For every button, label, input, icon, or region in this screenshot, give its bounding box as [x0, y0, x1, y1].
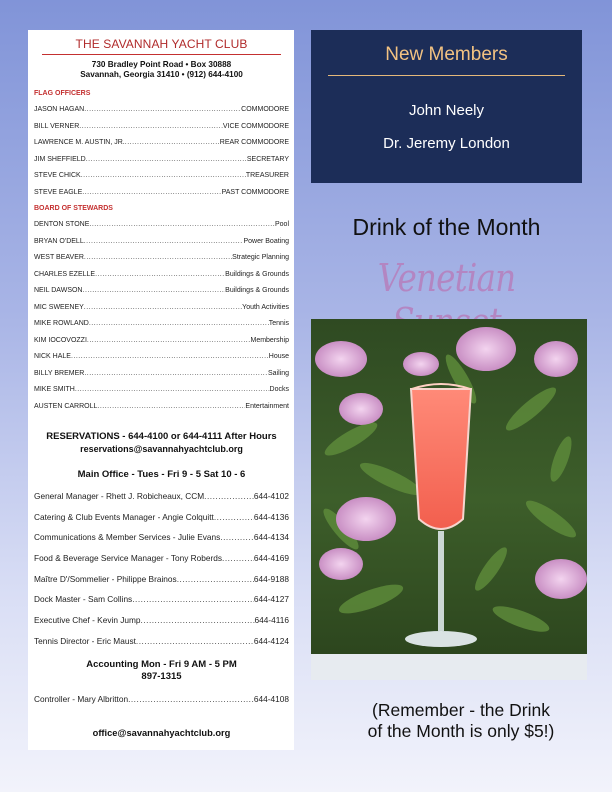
officer-name: LAWRENCE M. AUSTIN, JR. [34, 139, 125, 146]
steward-name: KIM IOCOVOZZI [34, 336, 87, 344]
staff-name: General Manager - Rhett J. Robicheaux, CCM [34, 491, 205, 501]
staff-phone: 644-4169 [253, 553, 289, 564]
steward-role: Entertainment [245, 402, 289, 410]
drink-name: Venetian [377, 256, 516, 300]
steward-role: Buildings & Grounds [225, 270, 289, 278]
steward-role: Power Boating [243, 237, 289, 245]
staff-name: Food & Beverage Service Manager - Tony Roberds [34, 553, 223, 564]
steward-role: Strategic Planning [232, 254, 289, 261]
officer-role: PAST COMMODORE [221, 188, 289, 196]
office-email: office@savannahyachtclub.org [92, 728, 231, 739]
club-address-line2: Savannah, Georgia 31410 • (912) 644-4100 [80, 70, 243, 79]
steward-row [34, 300, 289, 317]
steward-name: AUSTEN CARROLL [34, 402, 98, 410]
staff-row [34, 631, 289, 652]
drink-of-month-heading: Drink of the Month [352, 214, 541, 240]
steward-row [34, 366, 289, 383]
steward-row [34, 316, 289, 333]
steward-role: Sailing [267, 369, 289, 377]
officer-row [34, 119, 289, 136]
steward-name: WEST BEAVER [34, 254, 84, 261]
officer-role: SECRETARY [246, 155, 289, 163]
steward-row [34, 349, 289, 366]
stewards-list [34, 217, 289, 415]
club-address-line1: 730 Bradley Point Road • Box 30888 [91, 60, 232, 69]
flag-officers-list [34, 102, 289, 201]
reservations-block [34, 431, 289, 455]
steward-role: Pool [274, 221, 289, 228]
staff-name: Executive Chef - Kevin Jump [34, 615, 141, 626]
new-member-name: John Neely [408, 102, 485, 119]
steward-role: House [268, 353, 289, 360]
club-name-divider [42, 54, 281, 55]
steward-role: Buildings & Grounds [225, 287, 289, 294]
staff-row [34, 589, 289, 610]
officer-name: JIM SHEFFIELD [34, 155, 86, 163]
board-of-stewards-heading: BOARD OF STEWARDS [34, 205, 113, 212]
steward-name: MIKE ROWLAND [34, 320, 89, 327]
officer-role: COMMODORE [241, 106, 289, 113]
club-name: THE SAVANNAH YACHT CLUB [75, 37, 248, 51]
officer-row [34, 152, 289, 169]
new-member-name: Dr. Jeremy London [383, 135, 510, 152]
new-members-title: New Members [385, 44, 508, 65]
steward-name: BILLY BREMER [34, 369, 85, 377]
steward-name: MIC SWEENEY [34, 303, 84, 311]
staff-list [34, 486, 289, 652]
officer-name: STEVE EAGLE [34, 188, 83, 196]
officer-name: STEVE CHICK [34, 172, 81, 179]
staff-row [34, 610, 289, 631]
controller-phone: 644-4108 [253, 693, 289, 704]
steward-row [34, 250, 289, 267]
accounting-hours: Accounting Mon - Fri 9 AM - 5 PM [86, 658, 237, 670]
drink-price-reminder [311, 700, 611, 742]
accounting-block [34, 659, 289, 683]
controller-name: Controller - Mary Albritton [34, 693, 129, 704]
officer-name: BILL VERNER [34, 122, 80, 130]
officer-name: JASON HAGAN [34, 106, 85, 113]
steward-name: MIKE SMITH [34, 386, 75, 393]
steward-name: NICK HALE [34, 353, 71, 360]
flag-officers-heading: FLAG OFFICERS [34, 90, 91, 97]
staff-row [34, 569, 289, 590]
steward-name: CHARLES EZELLE [34, 270, 96, 278]
steward-row [34, 267, 289, 284]
steward-row [34, 283, 289, 300]
staff-name: Communications & Member Services - Julie Evans [34, 532, 221, 543]
main-office-hours: Main Office - Tues - Fri 9 - 5 Sat 10 - 6 [77, 469, 246, 480]
club-directory-panel [28, 30, 294, 750]
staff-phone: 644-4124 [253, 635, 289, 646]
staff-name: Dock Master - Sam Collins [34, 594, 133, 605]
reservations-email: reservations@savannahyachtclub.org [80, 444, 243, 454]
steward-name: DENTON STONE [34, 221, 90, 228]
steward-row [34, 333, 289, 350]
staff-row [34, 548, 289, 569]
new-members-divider [328, 75, 565, 76]
staff-phone: 644-4116 [254, 615, 289, 626]
staff-name: Catering & Club Events Manager - Angie Colquitt [34, 511, 214, 522]
controller-list [34, 689, 289, 710]
accounting-phone: 897-1315 [141, 670, 182, 682]
steward-name: BRYAN O'DELL [34, 237, 84, 245]
officer-row [34, 102, 289, 119]
reservations-phone: RESERVATIONS - 644-4100 or 644-4111 After Hours [46, 431, 277, 442]
steward-row [34, 234, 289, 251]
officer-row [34, 185, 289, 202]
officer-role: TREASURER [245, 172, 289, 179]
staff-phone: 644-4134 [253, 532, 289, 543]
officer-role: VICE COMMODORE [222, 122, 289, 130]
staff-name: Maître D'/Sommelier - Philippe Brainos [34, 573, 177, 584]
new-members-box [311, 30, 582, 183]
steward-row [34, 217, 289, 234]
staff-row [34, 486, 289, 507]
steward-role: Docks [269, 386, 289, 393]
staff-row [34, 689, 289, 710]
officer-role: REAR COMMODORE [219, 139, 289, 146]
steward-name: NEIL DAWSON [34, 287, 83, 294]
steward-row [34, 382, 289, 399]
staff-phone: 644-4102 [253, 491, 289, 501]
officer-row [34, 168, 289, 185]
steward-role: Youth Activities [242, 303, 289, 311]
staff-phone: 644-9188 [253, 573, 289, 584]
reminder-line: of the Month is only $5!) [367, 721, 555, 741]
staff-name: Tennis Director - Eric Maust [34, 635, 136, 646]
steward-role: Membership [250, 336, 289, 344]
steward-row [34, 399, 289, 416]
staff-row [34, 527, 289, 548]
steward-role: Tennis [268, 320, 289, 327]
staff-phone: 644-4136 [253, 511, 289, 522]
staff-row [34, 507, 289, 528]
staff-phone: 644-4127 [253, 594, 289, 605]
reminder-line: (Remember - the Drink [372, 700, 550, 720]
drink-photo [311, 319, 587, 680]
officer-row [34, 135, 289, 152]
